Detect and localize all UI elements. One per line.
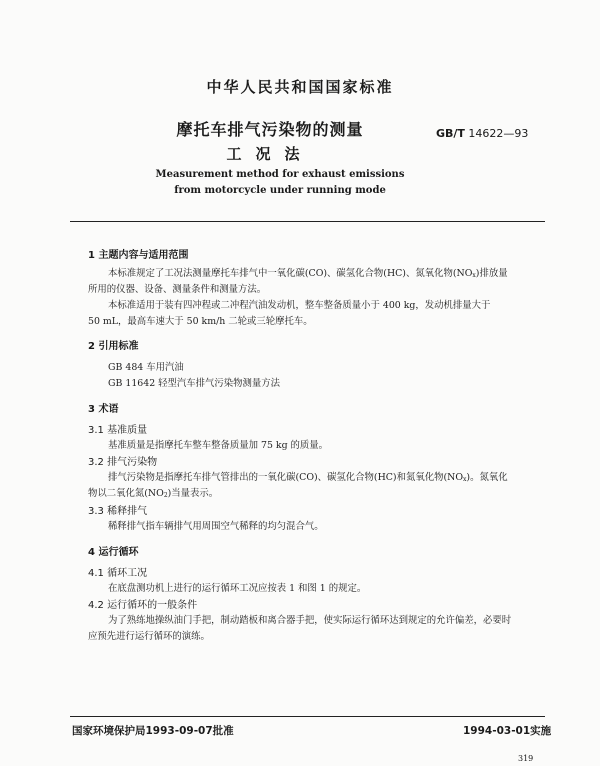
term-3-2-line1-end: )。氮氧化 — [466, 472, 508, 483]
term-3-2-line1-text: 排气污染物是指摩托车排气管排出的一氧化碳(CO)、碳氢化合物(HC)和氮氧化物(NO — [108, 472, 464, 483]
s1-p2-line1: 本标准适用于装有四冲程或二冲程汽油发动机，整车整备质量小于 400 kg，发动机排量大于 — [108, 300, 491, 311]
title-english-line1: Measurement method for exhaust emissions — [155, 169, 405, 180]
term-3-2-line2 — [88, 485, 218, 499]
s1-p1-sub: x — [472, 272, 476, 279]
header-rule — [70, 221, 545, 222]
footer-rule — [70, 716, 545, 717]
s1-p1-line1-text: 本标准规定了工况法测量摩托车排气中一氧化碳(CO)、碳氢化合物(HC)、氮氧化物(NO — [108, 268, 473, 279]
title-english-line2: from motorcycle under running mode — [174, 185, 386, 196]
s1-p1-line2: 所用的仪器、设备、测量条件和测量方法。 — [88, 284, 267, 295]
term-3-2-sub-x: x — [463, 476, 467, 483]
clause-4-1-heading: 4.1 循环工况 — [88, 568, 148, 579]
term-3-2-line2-text: 物以二氧化氮(NO — [88, 488, 164, 499]
section-4-heading: 4 运行循环 — [88, 547, 139, 558]
standard-prefix: GB/T — [436, 127, 465, 140]
reference-gb484: GB 484 车用汽油 — [108, 362, 184, 373]
term-3-2-line1 — [108, 469, 508, 483]
section-1-heading: 1 主题内容与适用范围 — [88, 250, 189, 261]
s1-p1-line1 — [108, 265, 508, 279]
s1-p2-line2: 50 mL，最高车速大于 50 km/h 二轮或三轮摩托车。 — [88, 316, 313, 327]
title-chinese-line1: 摩托车排气污染物的测量 — [176, 120, 364, 139]
title-chinese-line2: 工况法 — [226, 145, 314, 163]
approval-date: 国家环境保护局1993-09-07批准 — [72, 725, 234, 737]
term-3-2-sub-2: 2 — [163, 492, 168, 499]
section-2-heading: 2 引用标准 — [88, 341, 139, 352]
clause-4-2-line1: 为了熟练地操纵油门手把，制动踏板和离合器手把，使实际运行循环达到规定的允许偏差，必要时 — [108, 615, 512, 626]
standard-number — [436, 127, 528, 140]
reference-gb11642: GB 11642 轻型汽车排气污染物测量方法 — [108, 378, 281, 389]
clause-4-2-line2: 应预先进行运行循环的演练。 — [88, 631, 210, 642]
term-3-1-heading: 3.1 基准质量 — [88, 425, 148, 436]
term-3-3-body: 稀释排气指车辆排气用周围空气稀释的均匀混合气。 — [108, 521, 324, 532]
clause-4-1-body: 在底盘测功机上进行的运行循环工况应按表 1 和图 1 的规定。 — [108, 583, 367, 594]
term-3-1-body: 基准质量是指摩托车整车整备质量加 75 kg 的质量。 — [108, 440, 329, 451]
clause-4-2-heading: 4.2 运行循环的一般条件 — [88, 600, 198, 611]
national-standard-heading: 中华人民共和国国家标准 — [206, 78, 394, 96]
page-number: 319 — [518, 754, 534, 763]
term-3-2-line2-end: )当量表示。 — [167, 488, 219, 499]
term-3-2-heading: 3.2 排气污染物 — [88, 457, 158, 468]
s1-p1-line1-end: )排放量 — [475, 268, 508, 279]
standard-code: 14622—93 — [464, 127, 529, 140]
section-3-heading: 3 术语 — [88, 404, 119, 415]
effective-date: 1994-03-01实施 — [463, 725, 552, 737]
term-3-3-heading: 3.3 稀释排气 — [88, 506, 148, 517]
